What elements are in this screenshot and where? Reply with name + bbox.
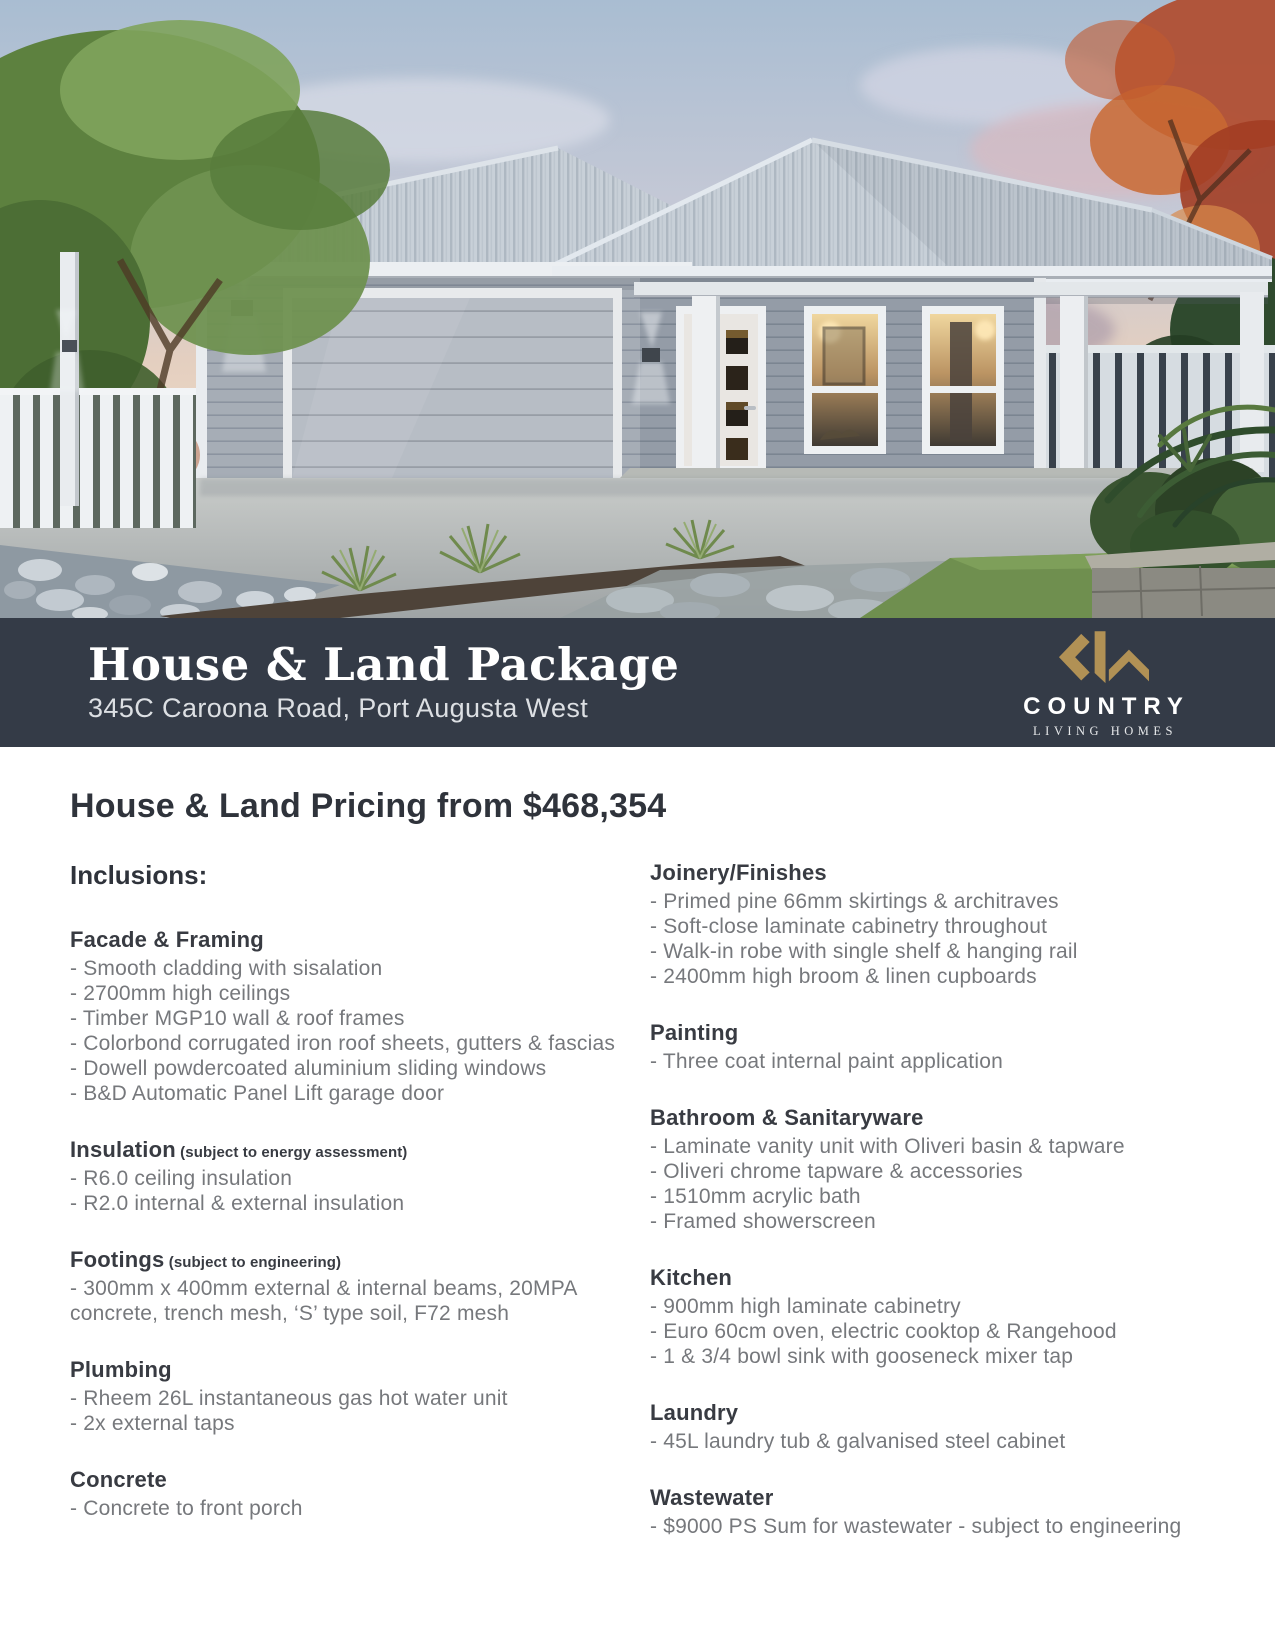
house-photo-illustration	[0, 0, 1275, 618]
pricing-heading: House & Land Pricing from $468,354	[70, 787, 667, 825]
company-logo	[953, 629, 1253, 739]
section-heading: Painting	[650, 1020, 739, 1045]
inclusion-item: - B&D Automatic Panel Lift garage door	[70, 1082, 445, 1105]
inclusion-item: - Oliveri chrome tapware & accessories	[650, 1160, 1023, 1183]
window-right	[922, 306, 1004, 454]
section-heading: Bathroom & Sanitaryware	[650, 1105, 924, 1130]
banner-text	[88, 638, 953, 723]
inclusion-item: - 2700mm high ceilings	[70, 982, 291, 1005]
inclusions-column-left	[70, 860, 625, 1570]
inclusion-item: - Three coat internal paint application	[650, 1050, 1003, 1073]
inclusion-item: - Framed showerscreen	[650, 1210, 876, 1233]
inclusion-item: - 2400mm high broom & linen cupboards	[650, 965, 1037, 988]
logo-mark-icon	[1057, 629, 1149, 687]
inclusions-section	[70, 1357, 625, 1436]
inclusions-columns	[70, 860, 1205, 1570]
inclusions-column-right	[650, 860, 1205, 1570]
inclusions-section	[70, 1137, 625, 1216]
section-heading: Insulation (subject to energy assessment)	[70, 1137, 408, 1162]
section-note: (subject to engineering)	[164, 1254, 342, 1271]
section-heading: Laundry	[650, 1400, 739, 1425]
sections-right	[650, 860, 1205, 1539]
section-note: (subject to energy assessment)	[175, 1144, 408, 1161]
section-heading: Concrete	[70, 1467, 167, 1492]
section-heading: Wastewater	[650, 1485, 774, 1510]
inclusion-item: - Timber MGP10 wall & roof frames	[70, 1007, 405, 1030]
inclusions-section	[650, 860, 1205, 989]
inclusions-section	[650, 1485, 1205, 1539]
logo-name: COUNTRY	[1023, 692, 1190, 720]
inclusions-section	[650, 1400, 1205, 1454]
inclusion-item: - 900mm high laminate cabinetry	[650, 1295, 961, 1318]
inclusion-item: - Primed pine 66mm skirtings & architraves	[650, 890, 1059, 913]
left-picket-fence	[0, 388, 196, 528]
inclusion-item: - R6.0 ceiling insulation	[70, 1167, 293, 1190]
inclusion-item: - 2x external taps	[70, 1412, 235, 1435]
section-heading: Kitchen	[650, 1265, 733, 1290]
inclusion-item: - Euro 60cm oven, electric cooktop & Rangehood	[650, 1320, 1117, 1343]
inclusions-section	[70, 1467, 625, 1521]
front-door	[676, 306, 766, 468]
door-handle	[744, 406, 756, 410]
inclusions-section	[70, 927, 625, 1106]
inclusion-item: - Laminate vanity unit with Oliveri basin & tapware	[650, 1135, 1125, 1158]
inclusion-item: - Colorbond corrugated iron roof sheets, gutters & fascias	[70, 1032, 616, 1055]
inclusion-item: - Dowell powdercoated aluminium sliding windows	[70, 1057, 547, 1080]
inclusion-item: - R2.0 internal & external insulation	[70, 1192, 405, 1215]
inclusions-section	[650, 1265, 1205, 1369]
inclusion-item: - Rheem 26L instantaneous gas hot water unit	[70, 1387, 508, 1410]
sections-left	[70, 927, 625, 1521]
inclusion-item: - 300mm x 400mm external & internal beams, 20MPA concrete, trench mesh, ‘S’ type soil, F72 mesh	[70, 1277, 577, 1325]
title-banner	[0, 618, 1275, 747]
inclusions-section	[70, 1247, 625, 1326]
flyer-body	[0, 747, 1275, 1570]
section-heading: Facade & Framing	[70, 927, 264, 952]
inclusion-item: - 1 & 3/4 bowl sink with gooseneck mixer tap	[650, 1345, 1074, 1368]
page-title: House & Land Package	[88, 638, 680, 692]
inclusion-item: - Concrete to front porch	[70, 1497, 303, 1520]
window-left	[804, 306, 886, 454]
inclusion-item: - Smooth cladding with sisalation	[70, 957, 383, 980]
section-heading: Joinery/Finishes	[650, 860, 827, 885]
section-heading: Footings (subject to engineering)	[70, 1247, 342, 1272]
inclusions-section	[650, 1105, 1205, 1234]
inclusion-item: - $9000 PS Sum for wastewater - subject to engineering	[650, 1515, 1182, 1538]
inclusion-item: - 1510mm acrylic bath	[650, 1185, 861, 1208]
address-subtitle: 345C Caroona Road, Port Augusta West	[88, 692, 589, 723]
porch-beam	[634, 282, 1268, 297]
inclusion-item: - Walk-in robe with single shelf & hanging rail	[650, 940, 1078, 963]
inclusion-item: - Soft-close laminate cabinetry throughout	[650, 915, 1048, 938]
section-heading: Plumbing	[70, 1357, 172, 1382]
inclusions-label: Inclusions:	[70, 860, 208, 890]
inclusions-section	[650, 1020, 1205, 1074]
logo-tagline: LIVING HOMES	[1033, 723, 1177, 738]
house-photo	[0, 0, 1275, 618]
inclusion-item: - 45L laundry tub & galvanised steel cabinet	[650, 1430, 1066, 1453]
